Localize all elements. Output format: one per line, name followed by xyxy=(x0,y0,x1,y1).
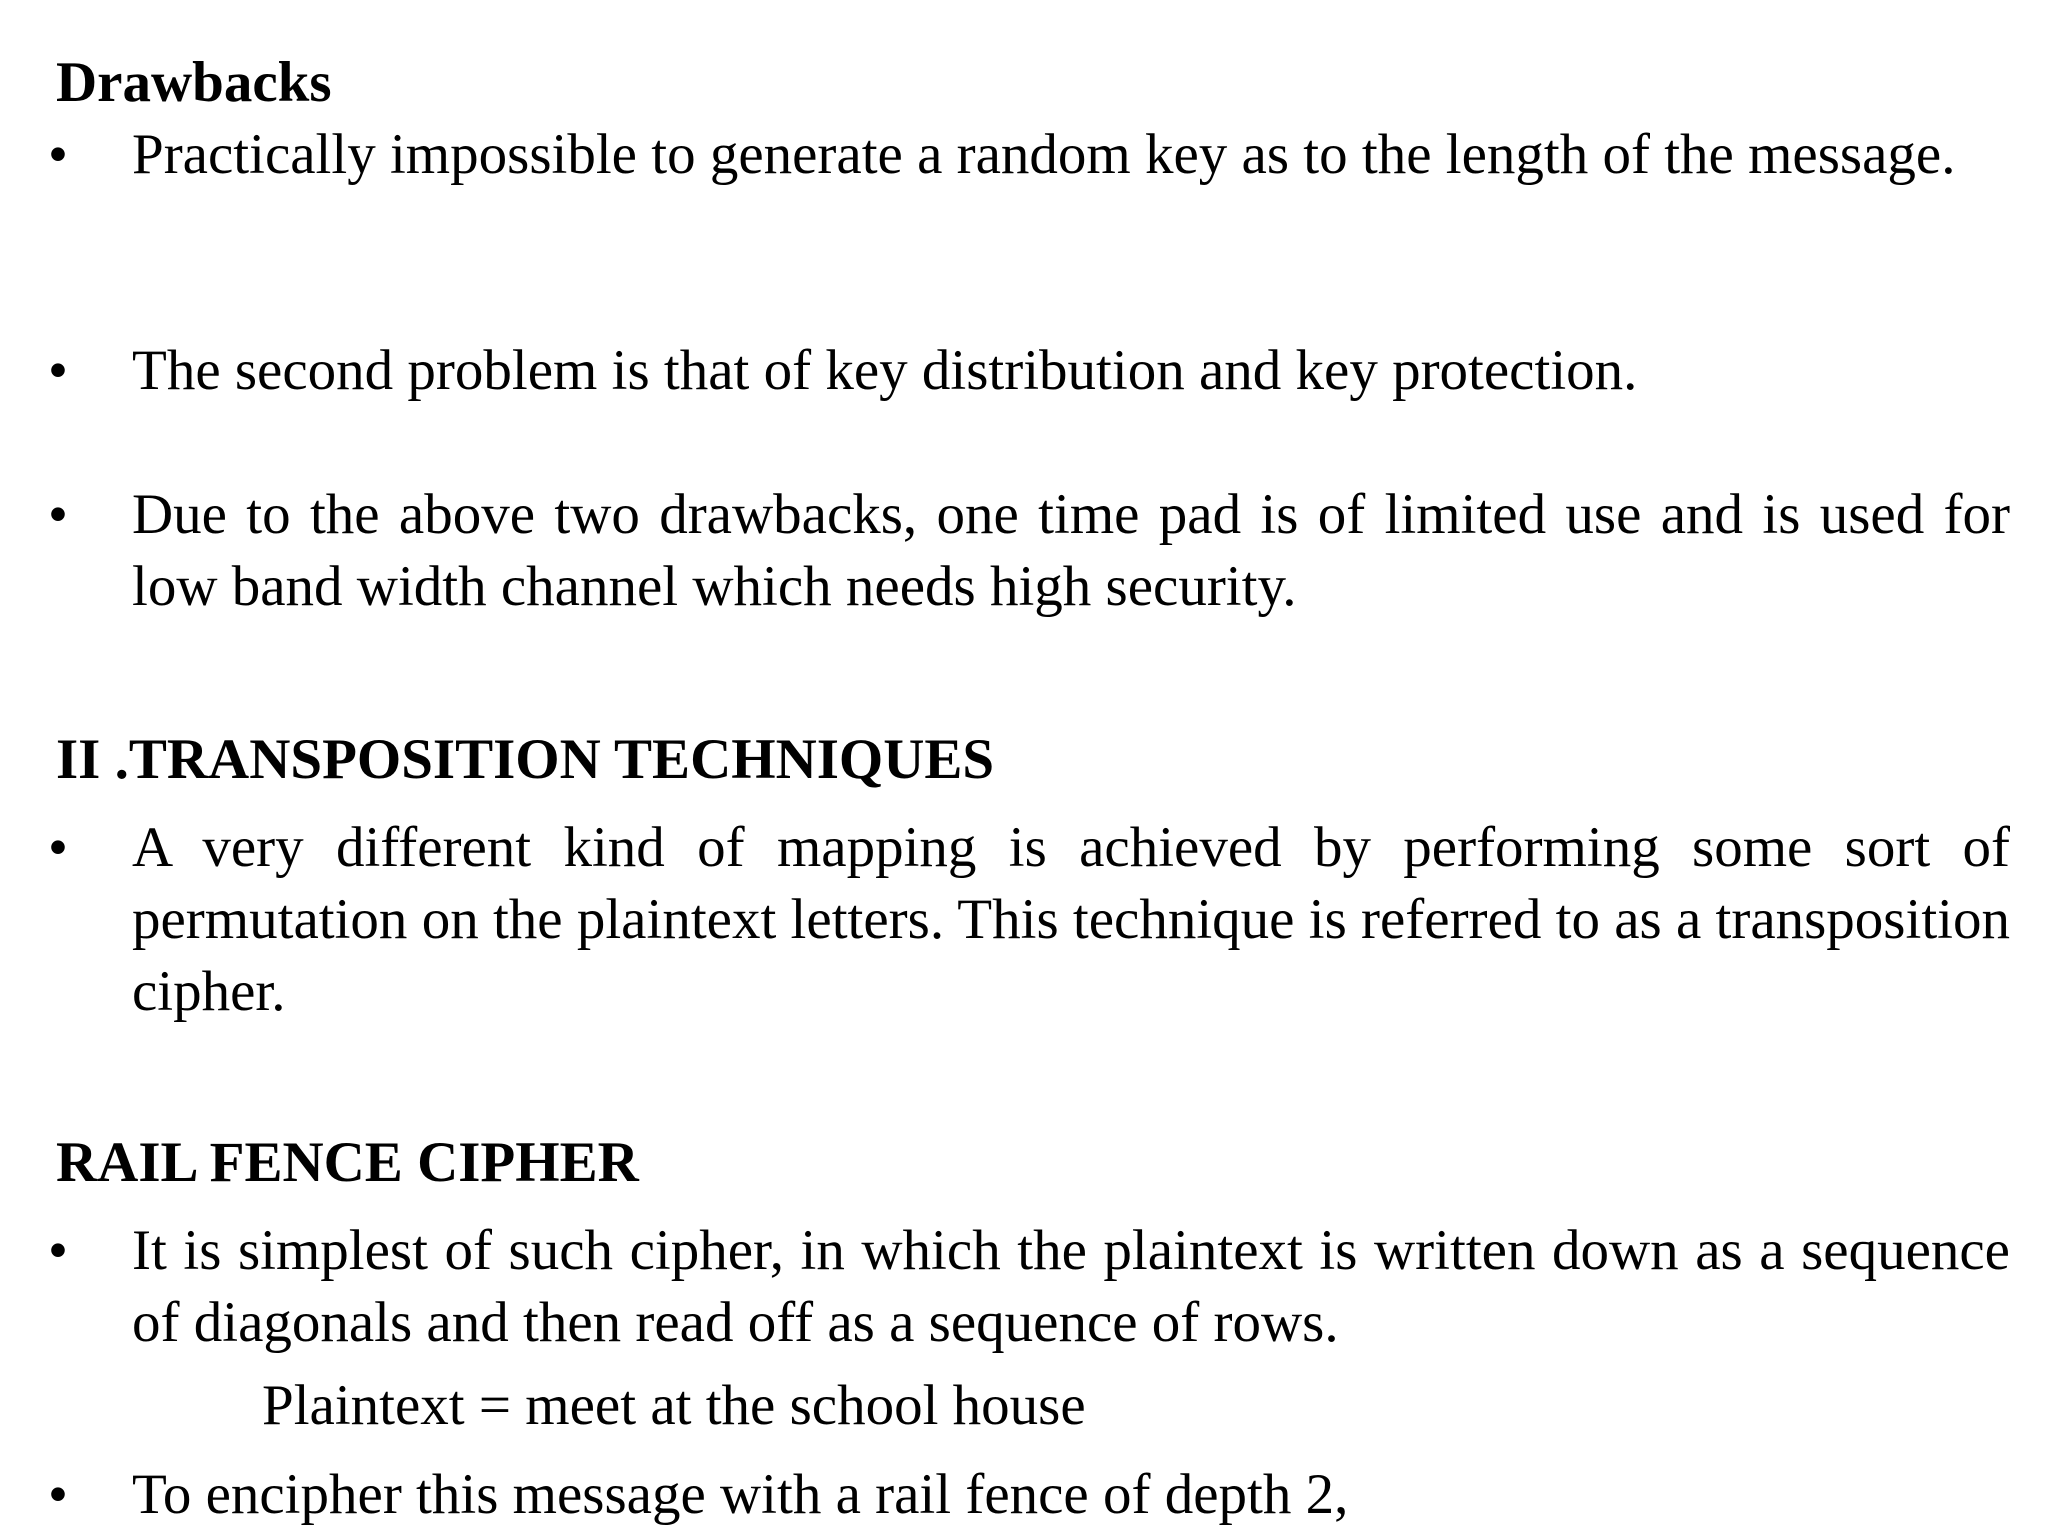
bullet-dot: • xyxy=(48,1463,68,1526)
bullet-text: Due to the above two drawbacks, one time pad is of limited use and is used for low band width channel which needs high security. xyxy=(132,483,2010,618)
bullet-item xyxy=(48,335,2010,407)
bullet-item xyxy=(48,1459,2010,1531)
plaintext-example: Plaintext = meet at the school house xyxy=(262,1374,1086,1437)
bullet-text: Practically impossible to generate a random key as to the length of the message. xyxy=(132,123,1956,186)
bullet-text: It is simplest of such cipher, in which the plaintext is written down as a sequence of diagonals and then read off as a sequence of rows. xyxy=(132,1219,2010,1354)
bullet-dot: • xyxy=(48,483,68,546)
bullet-text: To encipher this message with a rail fence of depth 2, xyxy=(132,1463,1349,1526)
bullet-dot: • xyxy=(48,339,68,402)
bullet-dot: • xyxy=(48,123,68,186)
bullet-dot: • xyxy=(48,816,68,879)
bullet-item xyxy=(48,812,2010,1028)
bullet-item xyxy=(48,119,2010,191)
bullet-dot: • xyxy=(48,1219,68,1282)
bullet-text: The second problem is that of key distribution and key protection. xyxy=(132,339,1638,402)
bullet-item xyxy=(48,1215,2010,1359)
heading-drawbacks: Drawbacks xyxy=(56,51,332,114)
heading-rail-fence-cipher: RAIL FENCE CIPHER xyxy=(56,1131,639,1194)
bullet-item xyxy=(48,479,2010,623)
heading-transposition-techniques: II .TRANSPOSITION TECHNIQUES xyxy=(56,728,995,791)
bullet-text: A very different kind of mapping is achieved by performing some sort of permutation on the plaintext letters. This technique is referred to as a transposition cipher. xyxy=(132,816,2010,1023)
